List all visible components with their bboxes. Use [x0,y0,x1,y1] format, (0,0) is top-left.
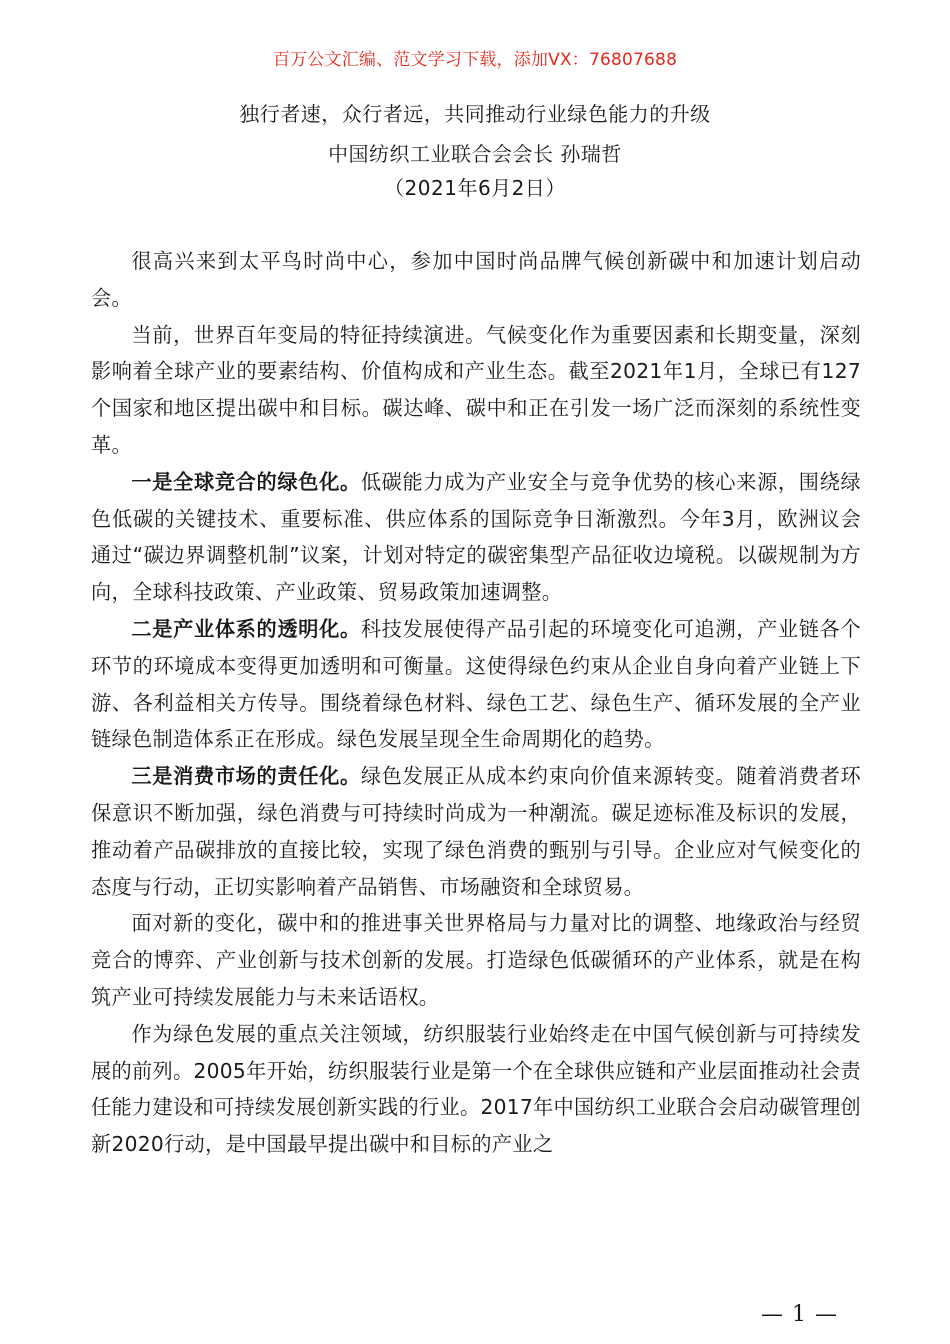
paragraph [91,464,861,611]
paragraph-lead: 二是产业体系的透明化。 [131,616,361,641]
paragraph-text: 科技发展使得产品引起的环境变化可追溯，产业链各个环节的环境成本变得更加透明和可衡量。这使得绿色约束从企业自身向着产业链上下游、各利益相关方传导。围绕着绿色材料、绿色工艺、绿色生产、循环发展的全产业链绿色制造体系正在形成。绿色发展呈现全生命周期化的趋势。 [91,616,861,752]
paragraph [91,317,861,464]
paragraph-text: 面对新的变化，碳中和的推进事关世界格局与力量对比的调整、地缘政治与经贸竞合的博弈、产业创新与技术创新的发展。打造绿色低碳循环的产业体系，就是在构筑产业可持续发展能力与未来话语权。 [91,911,861,1009]
paragraph [91,758,861,905]
paragraph-text: 很高兴来到太平鸟时尚中心，参加中国时尚品牌气候创新碳中和加速计划启动会。 [91,249,861,310]
paragraph [91,243,861,317]
paragraph [91,905,861,1015]
paragraph-lead: 一是全球竞合的绿色化。 [131,469,361,494]
page-number: — 1 — [761,1302,838,1327]
document-title: 独行者速，众行者远，共同推动行业绿色能力的升级 [239,102,711,126]
body-text [91,243,861,1163]
promo-banner: 百万公文汇编、范文学习下载，添加VX：76807688 [272,50,678,70]
paragraph-text: 作为绿色发展的重点关注领域，纺织服装行业始终走在中国气候创新与可持续发展的前列。2005年开始，纺织服装行业是第一个在全球供应链和产业层面推动社会责任能力建设和可持续发展创新实践的行业。2017年中国纺织工业联合会启动碳管理创新2020行动，是中国最早提出碳中和目标的产业之 [91,1021,861,1157]
paragraph-text: 当前，世界百年变局的特征持续演进。气候变化作为重要因素和长期变量，深刻影响着全球产业的要素结构、价值构成和产业生态。截至2021年1月，全球已有127个国家和地区提出碳中和目标。碳达峰、碳中和正在引发一场广泛而深刻的系统性变革。 [91,322,861,457]
paragraph [91,611,861,758]
paragraph [91,1016,861,1163]
speaker-line: 中国纺织工业联合会会长 孙瑞哲 [328,142,622,166]
date-line: （2021年6月2日） [384,176,566,200]
paragraph-text: 低碳能力成为产业安全与竞争优势的核心来源，围绕绿色低碳的关键技术、重要标准、供应体系的国际竞争日渐激烈。今年3月，欧洲议会通过“碳边界调整机制”议案，计划对特定的碳密集型产品征收边境税。以碳规制为方向，全球科技政策、产业政策、贸易政策加速调整。 [91,469,861,605]
paragraph-lead: 三是消费市场的责任化。 [131,764,361,789]
paragraph-text: 绿色发展正从成本约束向价值来源转变。随着消费者环保意识不断加强，绿色消费与可持续时尚成为一种潮流。碳足迹标准及标识的发展，推动着产品碳排放的直接比较，实现了绿色消费的甄别与引导。企业应对气候变化的态度与行动，正切实影响着产品销售、市场融资和全球贸易。 [91,764,861,899]
